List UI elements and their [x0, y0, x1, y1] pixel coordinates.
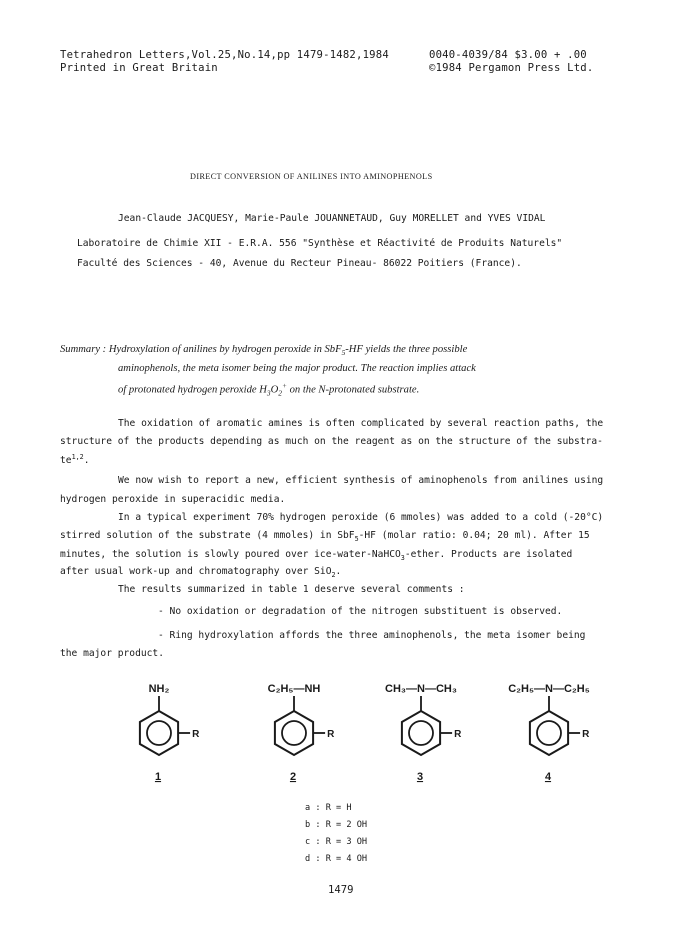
nitrogen-substituent-label: C₂H₅—N—C₂H₅ — [508, 683, 590, 695]
r-group-label: R — [582, 729, 590, 740]
copyright: ©1984 Pergamon Press Ltd. — [429, 62, 594, 74]
legend-value: : R = 4 OH — [315, 854, 368, 864]
substituent-legend — [305, 803, 367, 871]
summary-line-1: Summary : Hydroxylation of anilines by hydrogen peroxide in SbF$_5$-HF yields the three possible — [60, 344, 468, 358]
r-group-label: R — [454, 729, 462, 740]
compound-number: 3 — [416, 771, 424, 783]
legend-value: : R = H — [315, 803, 352, 813]
printed-in: Printed in Great Britain — [60, 62, 218, 74]
compound-number: 1 — [154, 771, 162, 783]
legend-row — [305, 820, 367, 837]
aminobenzene-ring-4 — [474, 680, 624, 790]
legend-value: : R = 2 OH — [315, 820, 368, 830]
r-group-label: R — [327, 729, 335, 740]
reference-superscript: 1,2 — [71, 453, 84, 461]
structure-4 — [474, 680, 624, 790]
nitrogen-substituent-label: NH₂ — [148, 683, 170, 695]
legend-row — [305, 837, 367, 854]
legend-key: a — [305, 803, 316, 813]
paragraph-3-line-3: minutes, the solution is slowly poured over ice-water-NaHCO$_3$-ether. Products are isolated — [60, 549, 573, 562]
article-title: DIRECT CONVERSION OF ANILINES INTO AMINOPHENOLS — [190, 172, 433, 181]
legend-key: b — [305, 820, 316, 830]
comment-bullet-1: - No oxidation or degradation of the nitrogen substituent is observed. — [158, 606, 563, 617]
authors: Jean-Claude JACQUESY, Marie-Paule JOUANNETAUD, Guy MORELLET and YVES VIDAL — [118, 213, 546, 224]
summary-label: Summary : — [60, 344, 107, 355]
paragraph-4-line-1: The results summarized in table 1 deserve several comments : — [118, 584, 465, 595]
page-number: 1479 — [328, 884, 354, 896]
nitrogen-substituent-label: C₂H₅—NH — [267, 683, 321, 695]
paragraph-1-line-3: te$^{1,2}$. — [60, 453, 90, 467]
summary-line-2: aminophenols, the meta isomer being the major product. The reaction implies attack — [118, 363, 476, 374]
issn-price: 0040-4039/84 $3.00 + .00 — [429, 49, 587, 61]
nitrogen-substituent-label: CH₃—N—CH₃ — [385, 683, 457, 695]
journal-citation: Tetrahedron Letters,Vol.25,No.14,pp 1479-1482,1984 — [60, 49, 389, 61]
compound-number: 2 — [289, 771, 297, 783]
paragraph-1-line-1: The oxidation of aromatic amines is often complicated by several reaction paths, the — [118, 418, 604, 429]
legend-row — [305, 854, 367, 871]
paragraph-3-line-1: In a typical experiment 70% hydrogen peroxide (6 mmoles) was added to a cold (-20°C) — [118, 512, 604, 523]
comment-bullet-2-line-1: - Ring hydroxylation affords the three aminophenols, the meta isomer being — [158, 630, 586, 641]
summary-line-3: of protonated hydrogen peroxide $H_3O_2^+$ on the N-protonated substrate. — [118, 381, 420, 398]
legend-value: : R = 3 OH — [315, 837, 368, 847]
compound-number: 4 — [544, 771, 552, 783]
r-group-label: R — [192, 729, 200, 740]
legend-key: d — [305, 854, 316, 864]
paragraph-3-line-2: stirred solution of the substrate (4 mmoles) in SbF$_5$-HF (molar ratio: 0.04; 20 ml). After 15 — [60, 530, 590, 543]
comment-bullet-2-line-2: the major product. — [60, 648, 164, 659]
paragraph-1-line-2: structure of the products depending as much on the reagent as on the structure of the substra- — [60, 436, 603, 447]
paragraph-2-line-2: hydrogen peroxide in superacidic media. — [60, 494, 286, 505]
paragraph-2-line-1: We now wish to report a new, efficient synthesis of aminophenols from anilines using — [118, 475, 604, 486]
legend-key: c — [305, 837, 316, 847]
structure-1 — [84, 680, 234, 790]
affiliation-line-2: Faculté des Sciences - 40, Avenue du Recteur Pineau- 86022 Poitiers (France). — [77, 258, 522, 269]
aminobenzene-ring-1 — [84, 680, 234, 790]
legend-row — [305, 803, 367, 820]
paragraph-3-line-4: after usual work-up and chromatography over SiO$_2$. — [60, 566, 342, 579]
affiliation-line-1: Laboratoire de Chimie XII - E.R.A. 556 "Synthèse et Réactivité de Produits Naturels" — [77, 238, 563, 249]
